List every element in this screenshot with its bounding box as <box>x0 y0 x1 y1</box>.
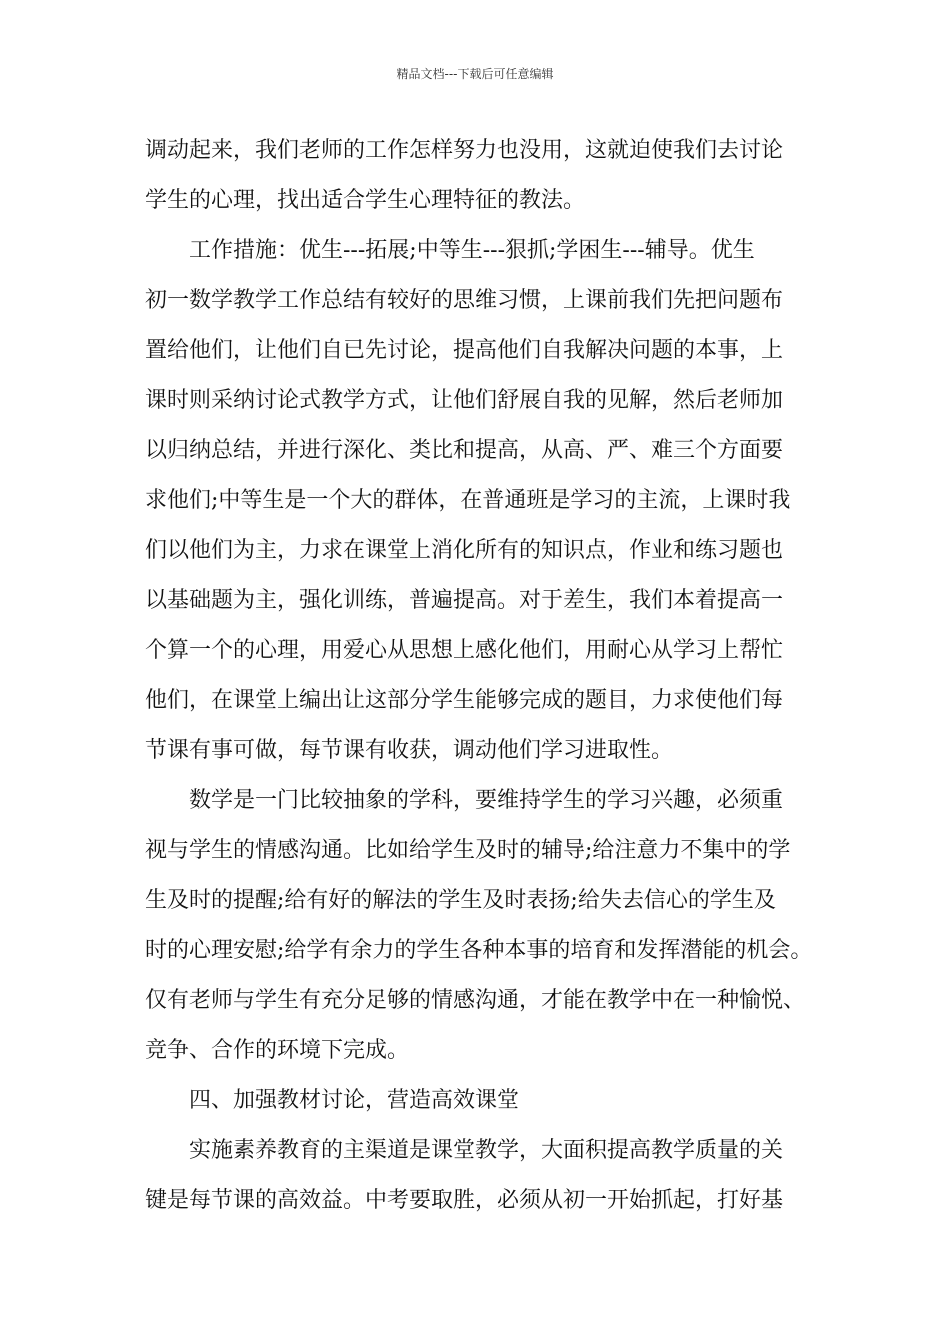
text-line: 课时则采纳讨论式教学方式，让他们舒展自我的见解，然后老师加 <box>145 388 784 413</box>
body-text <box>145 126 835 1226</box>
text-line: 以归纳总结，并进行深化、类比和提高，从高、严、难三个方面要 <box>145 438 784 463</box>
page-header: 精品文档---下载后可任意编辑 <box>396 67 554 81</box>
text-line: 时的心理安慰;给学有余力的学生各种本事的培育和发挥潜能的机会。 <box>145 938 813 963</box>
text-line: 节课有事可做，每节课有收获，调动他们学习进取性。 <box>145 738 674 763</box>
text-line: 以基础题为主，强化训练，普遍提高。对于差生，我们本着提高一 <box>145 588 784 613</box>
section-heading: 四、加强教材讨论，营造高效课堂 <box>189 1088 520 1113</box>
text-line: 学生的心理，找出适合学生心理特征的教法。 <box>145 188 586 213</box>
text-line: 个算一个的心理，用爱心从思想上感化他们，用耐心从学习上帮忙 <box>145 638 784 663</box>
text-line: 调动起来，我们老师的工作怎样努力也没用，这就迫使我们去讨论 <box>145 138 784 163</box>
text-line: 求他们;中等生是一个大的群体，在普通班是学习的主流，上课时我 <box>145 488 791 513</box>
text-line: 竞争、合作的环境下完成。 <box>145 1038 410 1063</box>
text-line: 工作措施：优生---拓展;中等生---狠抓;学困生---辅导。优生 <box>189 238 755 263</box>
text-line: 仅有老师与学生有充分足够的情感沟通，才能在教学中在一种愉悦、 <box>145 988 806 1013</box>
text-line: 视与学生的情感沟通。比如给学生及时的辅导;给注意力不集中的学 <box>145 838 791 863</box>
text-line: 们以他们为主，力求在课堂上消化所有的知识点，作业和练习题也 <box>145 538 784 563</box>
text-line: 键是每节课的高效益。中考要取胜，必须从初一开始抓起，打好基 <box>145 1188 784 1213</box>
text-line: 生及时的提醒;给有好的解法的学生及时表扬;给失去信心的学生及 <box>145 888 776 913</box>
text-line: 数学是一门比较抽象的学科，要维持学生的学习兴趣，必须重 <box>189 788 784 813</box>
text-line: 实施素养教育的主渠道是课堂教学，大面积提高教学质量的关 <box>189 1138 784 1163</box>
text-line: 他们，在课堂上编出让这部分学生能够完成的题目，力求使他们每 <box>145 688 784 713</box>
text-line: 置给他们，让他们自已先讨论，提高他们自我解决问题的本事，上 <box>145 338 784 363</box>
text-line: 初一数学教学工作总结有较好的思维习惯，上课前我们先把问题布 <box>145 288 784 313</box>
